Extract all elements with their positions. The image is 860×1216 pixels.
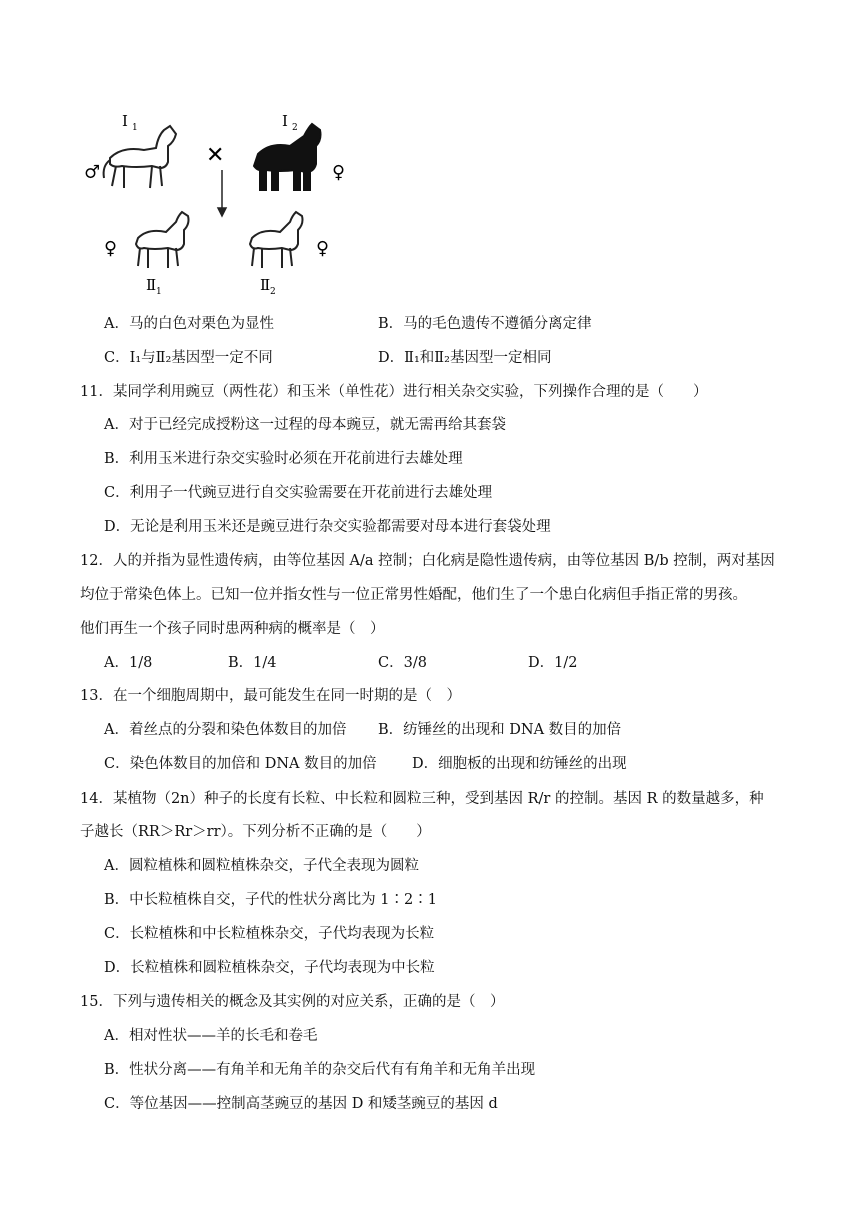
q12-option-c[interactable]: C．3/8 [378, 655, 427, 671]
q12-stem-line3: 他们再生一个孩子同时患两种病的概率是（ ） [80, 621, 385, 637]
q13-option-a[interactable]: A．着丝点的分裂和染色体数目的加倍 [104, 722, 347, 738]
cross-icon: ✕ [206, 143, 225, 168]
white-horse-icon [136, 212, 189, 268]
white-horse-icon [250, 212, 303, 268]
q11-option-b[interactable]: B．利用玉米进行杂交实验时必须在开花前进行去雄处理 [104, 451, 463, 467]
q12-stem-line1: 12．人的并指为显性遗传病，由等位基因 A/a 控制；白化病是隐性遗传病，由等位基因 B/b 控制，两对基因 [80, 553, 775, 569]
q15-option-a[interactable]: A．相对性状——羊的长毛和卷毛 [104, 1028, 318, 1044]
horse-cross-figure [82, 106, 372, 302]
q15-option-c[interactable]: C．等位基因——控制高茎豌豆的基因 D 和矮茎豌豆的基因 d [104, 1096, 498, 1112]
q12-option-d[interactable]: D．1/2 [528, 655, 578, 671]
q11-stem: 11．某同学利用豌豆（两性花）和玉米（单性花）进行相关杂交实验，下列操作合理的是（ ） [80, 384, 708, 400]
black-horse-icon [254, 124, 321, 190]
q11-option-a[interactable]: A．对于已经完成授粉这一过程的母本豌豆，就无需再给其套袋 [104, 417, 506, 433]
q14-option-c[interactable]: C．长粒植株和中长粒植株杂交，子代均表现为长粒 [104, 926, 435, 942]
gen1-left-sub: 1 [132, 123, 138, 133]
q13-option-b[interactable]: B．纺锤丝的出现和 DNA 数目的加倍 [378, 722, 622, 738]
q14-option-d[interactable]: D．长粒植株和圆粒植株杂交，子代均表现为中长粒 [104, 960, 435, 976]
q14-option-a[interactable]: A．圆粒植株和圆粒植株杂交，子代全表现为圆粒 [104, 858, 419, 874]
female-symbol-i2: ♀ [332, 162, 346, 183]
q11-option-d[interactable]: D．无论是利用玉米还是豌豆进行杂交实验都需要对母本进行套袋处理 [104, 519, 551, 535]
gen2-left-sub: 1 [156, 287, 162, 297]
q12-option-b[interactable]: B．1/4 [228, 655, 277, 671]
q14-stem-line1: 14．某植物（2n）种子的长度有长粒、中长粒和圆粒三种，受到基因 R/r 的控制。基因 R 的数量越多，种 [80, 791, 764, 807]
female-symbol-ii1: ♀ [104, 238, 118, 259]
arrow-down-icon [218, 170, 226, 216]
gen2-left-label: Ⅱ [146, 276, 157, 294]
gen1-right-label: Ⅰ [282, 112, 288, 130]
q10-option-c[interactable]: C．Ⅰ₁与Ⅱ₂基因型一定不同 [104, 350, 273, 366]
female-symbol-ii2: ♀ [316, 238, 330, 259]
q13-option-c[interactable]: C．染色体数目的加倍和 DNA 数目的加倍 [104, 756, 377, 772]
q14-stem-line2: 子越长（RR＞Rr＞rr）。下列分析不正确的是（ ） [80, 824, 431, 840]
male-symbol: ♂ [84, 162, 101, 183]
q11-option-c[interactable]: C．利用子一代豌豆进行自交实验需要在开花前进行去雄处理 [104, 485, 493, 501]
q10-option-d[interactable]: D．Ⅱ₁和Ⅱ₂基因型一定相同 [378, 350, 552, 366]
white-horse-icon [104, 126, 176, 188]
q12-stem-line2: 均位于常染色体上。已知一位并指女性与一位正常男性婚配，他们生了一个患白化病但手指正常的男孩。 [80, 587, 747, 603]
q14-option-b[interactable]: B．中长粒植株自交，子代的性状分离比为 1∶2∶1 [104, 892, 437, 908]
q10-option-b[interactable]: B．马的毛色遗传不遵循分离定律 [378, 316, 592, 332]
q10-option-a[interactable]: A．马的白色对栗色为显性 [104, 316, 274, 332]
q13-stem: 13．在一个细胞周期中，最可能发生在同一时期的是（ ） [80, 688, 461, 704]
gen2-right-sub: 2 [270, 287, 276, 297]
q15-option-b[interactable]: B．性状分离——有角羊和无角羊的杂交后代有有角羊和无角羊出现 [104, 1062, 536, 1078]
gen1-right-sub: 2 [292, 123, 298, 133]
q13-option-d[interactable]: D．细胞板的出现和纺锤丝的出现 [412, 756, 627, 772]
gen1-left-label: Ⅰ [122, 112, 128, 130]
gen2-right-label: Ⅱ [260, 276, 271, 294]
q12-option-a[interactable]: A．1/8 [104, 655, 153, 671]
q15-stem: 15．下列与遗传相关的概念及其实例的对应关系，正确的是（ ） [80, 994, 505, 1010]
